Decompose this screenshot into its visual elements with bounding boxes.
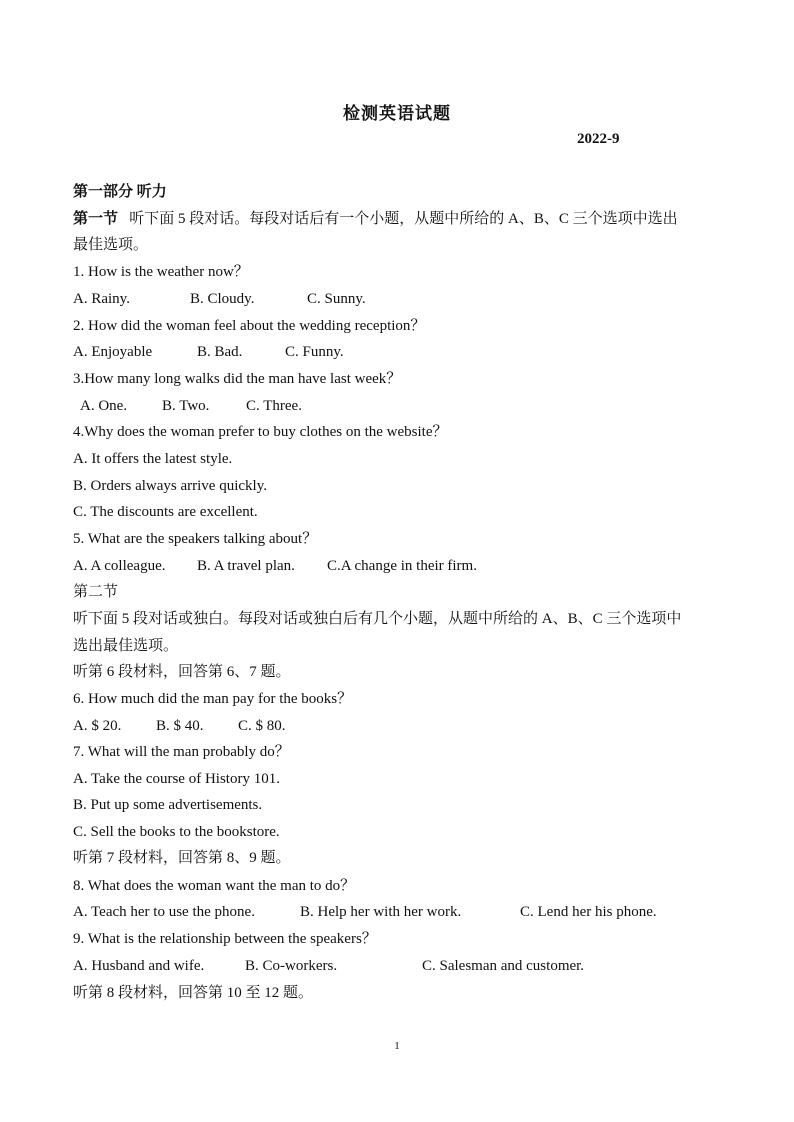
section2-label: 第二节 [73, 584, 119, 600]
option-b: B. Co-workers. [245, 958, 338, 974]
question-5-options [73, 556, 477, 576]
question-5-stem: 5. What are the speakers talking about？ [73, 531, 318, 547]
option-c: C. $ 80. [238, 718, 286, 734]
option-b: B. A travel plan. [197, 558, 295, 574]
question-4-option-a: A. It offers the latest style. [73, 451, 233, 467]
option-b: B. Two. [162, 398, 210, 414]
option-c: C.A change in their firm. [327, 558, 477, 574]
option-a: A. One. [80, 398, 128, 414]
question-6-options [73, 716, 286, 736]
option-c: C. Three. [246, 398, 302, 414]
question-1-options [73, 289, 366, 309]
question-7-option-a: A. Take the course of History 101. [73, 771, 280, 787]
exam-date: 2022-9 [577, 131, 620, 147]
option-c: C. Lend her his phone. [520, 904, 657, 920]
option-b: B. Help her with her work. [300, 904, 462, 920]
option-a: A. Rainy. [73, 291, 130, 307]
question-8-stem: 8. What does the woman want the man to do？ [73, 878, 356, 894]
section1-instruction [73, 209, 678, 229]
section2-instruction-cont: 选出最佳选项。 [73, 638, 179, 654]
section1-instruction-cont: 最佳选项。 [73, 237, 149, 253]
question-4-option-b: B. Orders always arrive quickly. [73, 478, 267, 494]
question-9-stem: 9. What is the relationship between the speakers？ [73, 931, 377, 947]
question-6-stem: 6. How much did the man pay for the books？ [73, 691, 353, 707]
question-3-stem: 3.How many long walks did the man have last week？ [73, 371, 402, 387]
question-9-options [73, 956, 584, 976]
question-1-stem: 1. How is the weather now？ [73, 264, 249, 280]
question-7-stem: 7. What will the man probably do？ [73, 744, 290, 760]
option-b: B. Cloudy. [190, 291, 255, 307]
section1-label: 第一节 [73, 211, 119, 227]
material-8-note: 听第 8 段材料，回答第 10 至 12 题。 [73, 985, 314, 1001]
option-c: C. Sunny. [307, 291, 366, 307]
page-number: 1 [394, 1040, 400, 1052]
material-7-note: 听第 7 段材料，回答第 8、9 题。 [73, 850, 291, 866]
question-4-stem: 4.Why does the woman prefer to buy clothes on the website？ [73, 424, 448, 440]
option-b: B. Bad. [197, 344, 243, 360]
option-c: C. Salesman and customer. [422, 958, 585, 974]
option-a: A. A colleague. [73, 558, 166, 574]
option-b: B. $ 40. [156, 718, 204, 734]
question-2-options [73, 342, 344, 362]
material-6-note: 听第 6 段材料，回答第 6、7 题。 [73, 664, 291, 680]
page-title: 检测英语试题 [343, 104, 451, 123]
option-a: A. Enjoyable [73, 344, 153, 360]
option-a: A. Teach her to use the phone. [73, 904, 255, 920]
question-8-options [73, 902, 657, 922]
option-a: A. Husband and wife. [73, 958, 205, 974]
option-a: A. $ 20. [73, 718, 122, 734]
question-2-stem: 2. How did the woman feel about the wedding reception？ [73, 318, 426, 334]
question-7-option-b: B. Put up some advertisements. [73, 797, 263, 813]
question-7-option-c: C. Sell the books to the bookstore. [73, 824, 280, 840]
question-3-options [80, 396, 302, 416]
section1-instruction-text: 听下面 5 段对话。每段对话后有一个小题，从题中所给的 A、B、C 三个选项中选出 [129, 211, 678, 227]
question-4-option-c: C. The discounts are excellent. [73, 504, 258, 520]
part1-heading: 第一部分 听力 [73, 184, 167, 200]
section2-instruction: 听下面 5 段对话或独白。每段对话或独白后有几个小题，从题中所给的 A、B、C 三个选项中 [73, 611, 682, 627]
option-c: C. Funny. [285, 344, 344, 360]
